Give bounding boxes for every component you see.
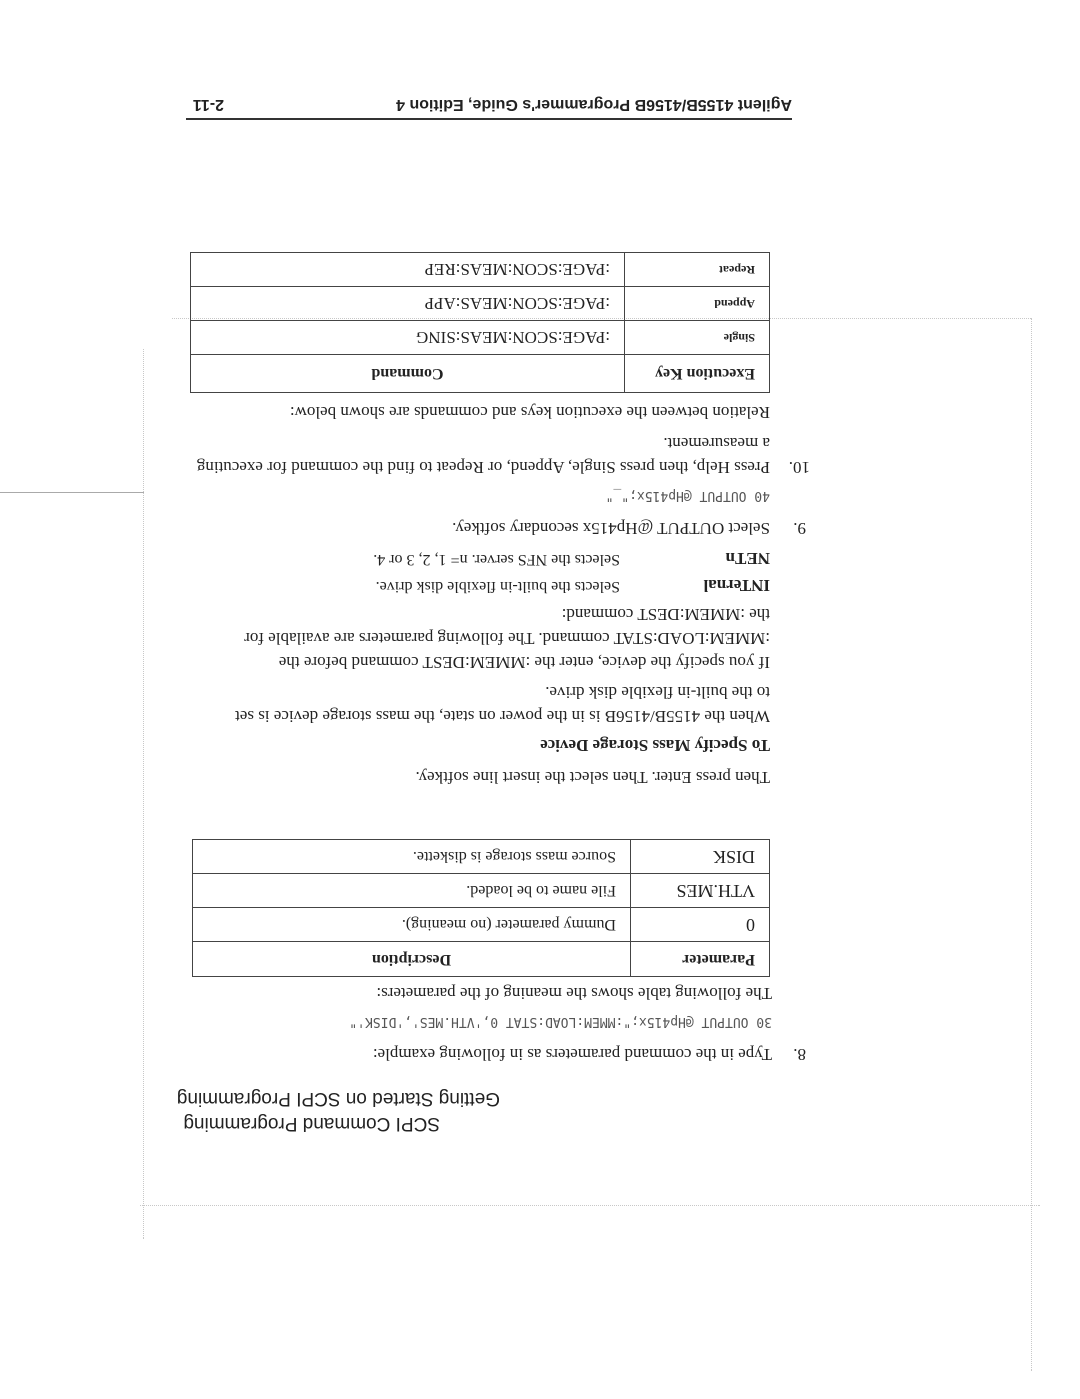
table-header-cell: Execution Key — [625, 355, 770, 393]
para-line: :MMEM:LOAD:STAT command. The following parameters are available for — [244, 629, 770, 648]
para-line: to the built-in flexible disk drive. — [545, 683, 770, 702]
running-head-section: Getting Started on SCPI Programming — [176, 1088, 500, 1109]
para-line: If you specify the device, enter the :MMEM:DEST command before the — [278, 653, 770, 672]
table-cell: File name to be loaded. — [193, 874, 631, 908]
table-row — [193, 840, 770, 874]
running-head-chapter: SCPI Command Programming — [183, 1113, 440, 1134]
step8-table-intro: The following table shows the meaning of the parameters: — [376, 984, 772, 1003]
para-line: When the 4155B/4156B is in the power on state, the mass storage device is set — [235, 707, 770, 726]
table-cell: Single — [625, 321, 770, 355]
table-header-cell: Command — [191, 355, 625, 393]
footer-rule — [186, 118, 792, 120]
table-row — [193, 908, 770, 942]
table-cell: Repeat — [625, 253, 770, 287]
footer-guide-title: Agilent 4155B/4156B Programmer's Guide, Edition 4 — [396, 96, 792, 113]
step8-text: Type in the command parameters as in following example: — [372, 1045, 772, 1064]
section-heading: To Specify Mass Storage Device — [540, 736, 770, 755]
table-cell: VTH.MES — [631, 874, 770, 908]
table-cell: Append — [625, 287, 770, 321]
scan-edge-left — [1031, 319, 1032, 1371]
table-row — [193, 874, 770, 908]
table-header-cell: Parameter — [631, 942, 770, 977]
table-header-row — [191, 355, 770, 393]
scan-edge-right — [143, 349, 144, 1239]
option-key-net: NETn — [725, 549, 770, 568]
step10-line2: a measurement. — [663, 434, 770, 453]
table-cell: DISK — [631, 840, 770, 874]
step10-line1: Press Help, then press Single, Append, or Repeat to find the command for executing — [196, 458, 770, 477]
page-number: 2-11 — [192, 96, 224, 113]
step9-code: 40 OUTPUT @Hp415x;"_" — [605, 488, 770, 503]
table-cell: :PAGE:SCON:MEAS:APP — [191, 287, 625, 321]
execution-key-table — [190, 252, 770, 393]
step10-number: 10. — [788, 458, 810, 477]
table-row — [191, 287, 770, 321]
table-cell: :PAGE:SCON:MEAS:REP — [191, 253, 625, 287]
table-cell: :PAGE:SCON:MEAS:SING — [191, 321, 625, 355]
table-header-cell: Description — [193, 942, 631, 977]
table-row — [191, 253, 770, 287]
step9-text: Select OUTPUT @Hp415x secondary softkey. — [452, 519, 770, 538]
table-cell: Dummy parameter (no meaning). — [193, 908, 631, 942]
option-desc-internal: Selects the built-in flexible disk drive. — [375, 578, 620, 595]
option-key-internal: INTernal — [703, 576, 770, 595]
scan-edge-bottom — [140, 1205, 1040, 1206]
option-desc-net: Selects the NFS server. n= 1, 2, 3 or 4. — [373, 551, 620, 568]
step8-code: 30 OUTPUT @Hp415x;":MMEM:LOAD:STAT 0,'VTH.MES','DISK'" — [349, 1014, 772, 1029]
step9-number: 9. — [793, 519, 806, 538]
scan-mark — [0, 492, 144, 493]
step8-number: 8. — [793, 1045, 806, 1064]
table-row — [191, 321, 770, 355]
step10-relation: Relation between the execution keys and commands are shown below: — [289, 403, 770, 422]
table-cell: Source mass storage is diskette. — [193, 840, 631, 874]
table-header-row — [193, 942, 770, 977]
para-line: the :MMEM:DEST command: — [561, 605, 770, 624]
parameter-table — [192, 839, 770, 977]
table-cell: 0 — [631, 908, 770, 942]
step8-after-table: Then press Enter. Then select the insert line softkey. — [415, 768, 770, 787]
